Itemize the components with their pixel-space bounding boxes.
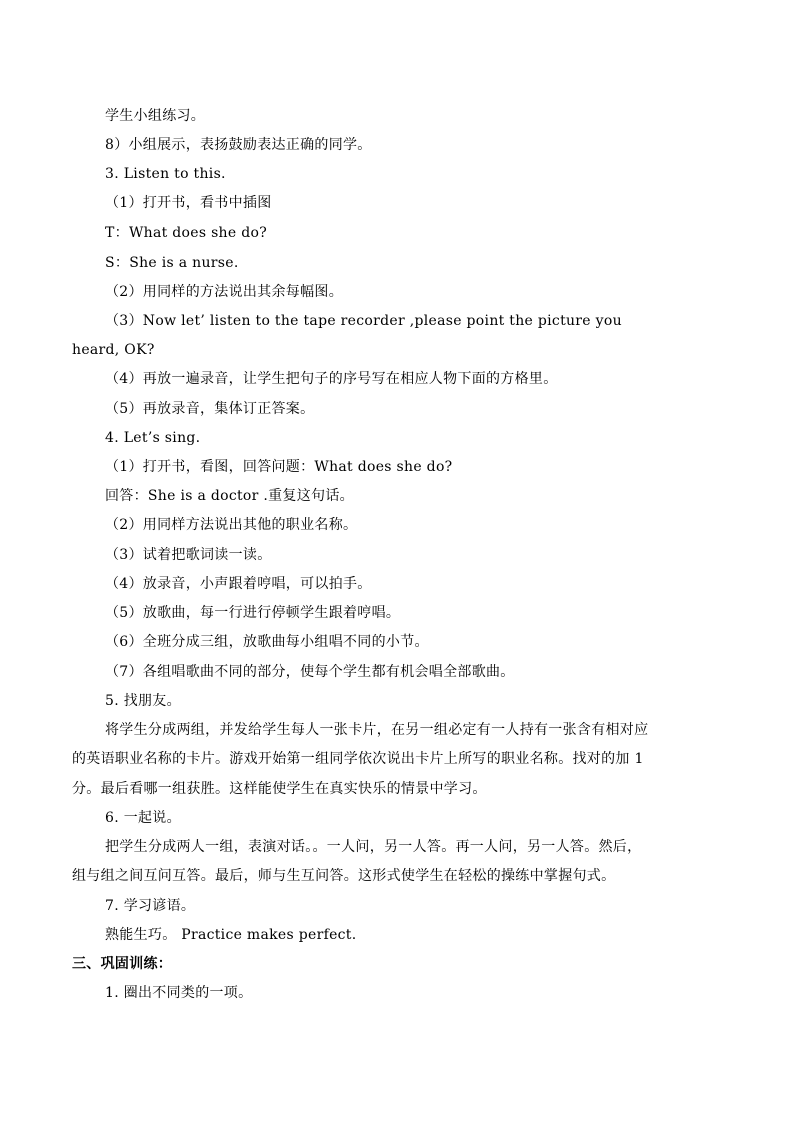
text-line: 组与组之间互问互答。最后，师与生互问答。这形式使学生在轻松的操练中掌握句式。	[72, 868, 616, 884]
text-line: S：She is a nurse.	[105, 255, 239, 271]
text-line: 回答：She is a doctor .重复这句话。	[105, 488, 354, 504]
section-heading: 三、巩固训练：	[72, 956, 173, 972]
text-line: （4）放录音，小声跟着哼唱，可以拍手。	[105, 576, 372, 592]
text-line: 8）小组展示，表扬鼓励表达正确的同学。	[105, 137, 372, 153]
text-line: 熟能生巧。 Practice makes perfect.	[105, 927, 357, 943]
text-line: T：What does she do?	[105, 225, 268, 241]
text-line: （2）用同样的方法说出其余每幅图。	[105, 284, 344, 300]
text-line: 3. Listen to this.	[105, 166, 226, 182]
text-line: （3）Now let’ listen to the tape recorder ,please point the picture you	[105, 313, 622, 329]
text-line: 4. Let’s sing.	[105, 430, 201, 446]
text-line: 7. 学习谚语。	[105, 898, 196, 914]
text-line: heard, OK?	[72, 342, 155, 358]
text-line: 分。最后看哪一组获胜。这样能使学生在真实快乐的情景中学习。	[72, 781, 487, 797]
text-line: （5）放歌曲，每一行进行停顿学生跟着哼唱。	[105, 605, 401, 621]
text-line: 把学生分成两人一组，表演对话。。一人问，另一人答。再一人问，另一人答。然后，	[105, 839, 642, 855]
text-line: （5）再放录音，集体订正答案。	[105, 401, 315, 417]
text-line: （3）试着把歌词读一读。	[105, 547, 272, 563]
text-line: （1）打开书，看书中插图	[105, 195, 272, 211]
text-line: 1. 圈出不同类的一项。	[105, 985, 253, 1001]
text-line: 将学生分成两组，并发给学生每人一张卡片，在另一组必定有一人持有一张含有相对应	[105, 722, 649, 738]
text-line: （6）全班分成三组，放歌曲每小组唱不同的小节。	[105, 634, 429, 650]
text-line: 学生小组练习。	[105, 108, 206, 124]
text-line: （1）打开书，看图，回答问题：What does she do?	[105, 459, 453, 475]
text-line: （7）各组唱歌曲不同的部分，使每个学生都有机会唱全部歌曲。	[105, 664, 515, 680]
text-line: 6. 一起说。	[105, 810, 181, 826]
text-line: （2）用同样方法说出其他的职业名称。	[105, 517, 358, 533]
text-line: 5. 找朋友。	[105, 693, 181, 709]
text-line: 的英语职业名称的卡片。游戏开始第一组同学依次说出卡片上所写的职业名称。找对的加 1	[72, 751, 644, 767]
text-line: （4）再放一遍录音，让学生把句子的序号写在相应人物下面的方格里。	[105, 371, 558, 387]
